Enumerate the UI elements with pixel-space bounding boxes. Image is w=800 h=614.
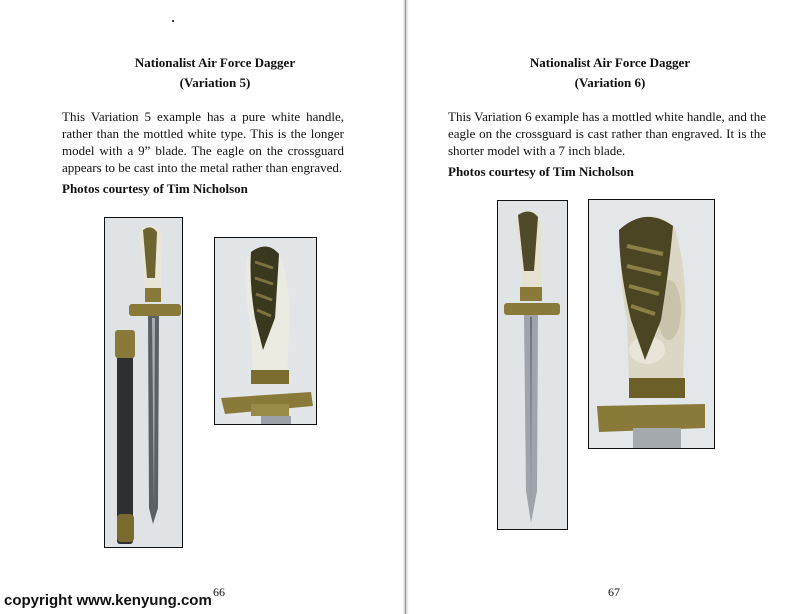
right-page-title [445, 53, 775, 93]
mottled-handle-illustration [589, 200, 714, 448]
short-dagger-photo [497, 200, 568, 530]
book-gutter-line [405, 0, 406, 614]
handle-closeup-photo [214, 237, 317, 425]
copyright-watermark: copyright www.kenyung.com [4, 592, 212, 609]
right-body-paragraph: This Variation 6 example has a mottled white handle, and the eagle on the crossguard is cast rather than engraved. It is the shorter model with a 7 inch blade. [448, 109, 766, 158]
right-page [410, 0, 800, 614]
left-title-text: Nationalist Air Force Dagger [134, 55, 296, 70]
right-page-number: 67 [608, 585, 620, 599]
handle-closeup-illustration [215, 238, 316, 424]
short-dagger-illustration [498, 201, 567, 529]
left-photo-credit: Photos courtesy of Tim Nicholson [62, 181, 248, 196]
left-body-paragraph: This Variation 5 example has a pure white handle, rather than the mottled white type. This is the longer model with a 9” blade. The eagle on the crossguard appears to be cast into the metal rather than engraved. [62, 109, 344, 175]
left-page-title [60, 53, 370, 93]
mottled-handle-closeup-photo [588, 199, 715, 449]
right-photo-credit: Photos courtesy of Tim Nicholson [448, 164, 634, 179]
right-subtitle-text: (Variation 6) [574, 75, 646, 90]
book-gutter [403, 0, 409, 614]
left-page-number: 66 [213, 585, 225, 599]
dagger-with-scabbard-photo [104, 217, 183, 548]
left-subtitle-text: (Variation 5) [179, 75, 251, 90]
dagger-with-scabbard-illustration [105, 218, 182, 547]
right-title-text: Nationalist Air Force Dagger [529, 55, 691, 70]
print-speck [172, 20, 174, 22]
